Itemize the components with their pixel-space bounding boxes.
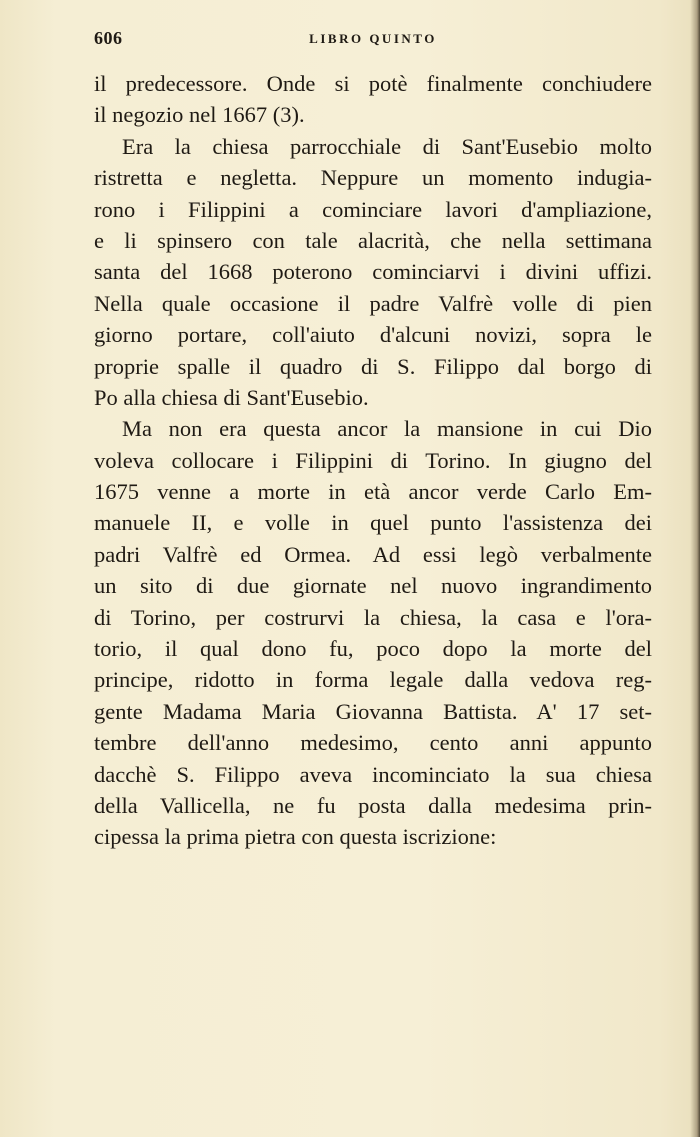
page-edge-shadow bbox=[690, 0, 700, 1137]
text-line: Ma non era questa ancor la mansione in cui Dio bbox=[122, 416, 652, 442]
text-line: il predecessore. Onde si potè finalmente conchiudere bbox=[94, 71, 652, 96]
text-line: 1675 venne a morte in età ancor verde Carlo Em- bbox=[94, 479, 652, 505]
page-number: 606 bbox=[94, 28, 123, 48]
running-head: LIBRO QUINTO bbox=[309, 31, 437, 46]
text-line: santa del 1668 poterono cominciarvi i divini uffizi. bbox=[94, 259, 652, 285]
text-line: Po alla chiesa di Sant'Eusebio. bbox=[94, 384, 369, 410]
text-line: Era la chiesa parrocchiale di Sant'Eusebio molto bbox=[122, 133, 652, 159]
text-line: principe, ridotto in forma legale dalla vedova reg- bbox=[94, 667, 652, 693]
text-line: dacchè S. Filippo aveva incominciato la sua chiesa bbox=[94, 761, 652, 787]
text-line: di Torino, per costrurvi la chiesa, la casa e l'ora- bbox=[94, 604, 652, 630]
text-line: rono i Filippini a cominciare lavori d'ampliazione, bbox=[94, 196, 652, 222]
page-header bbox=[94, 28, 652, 52]
text-line: gente Madama Maria Giovanna Battista. A' 17 set- bbox=[94, 698, 652, 724]
text-line: proprie spalle il quadro di S. Filippo dal borgo di bbox=[94, 353, 652, 379]
body-text bbox=[94, 68, 652, 853]
text-line: il negozio nel 1667 (3). bbox=[94, 102, 305, 128]
text-line: e li spinsero con tale alacrità, che nella settimana bbox=[94, 227, 652, 253]
text-line: tembre dell'anno medesimo, cento anni appunto bbox=[94, 730, 652, 756]
text-line: torio, il qual dono fu, poco dopo la morte del bbox=[94, 636, 652, 662]
text-line: un sito di due giornate nel nuovo ingrandimento bbox=[94, 573, 652, 599]
text-line: voleva collocare i Filippini di Torino. In giugno del bbox=[94, 447, 652, 473]
text-line: padri Valfrè ed Ormea. Ad essi legò verbalmente bbox=[94, 541, 652, 567]
text-line: Nella quale occasione il padre Valfrè volle di pien bbox=[94, 290, 652, 316]
text-line: cipessa la prima pietra con questa iscrizione: bbox=[94, 824, 497, 850]
text-line: giorno portare, coll'aiuto d'alcuni novizi, sopra le bbox=[94, 322, 652, 348]
text-line: della Vallicella, ne fu posta dalla medesima prin- bbox=[94, 792, 652, 818]
text-line: ristretta e negletta. Neppure un momento indugia- bbox=[94, 165, 652, 191]
text-line: manuele II, e volle in quel punto l'assistenza dei bbox=[94, 510, 652, 536]
